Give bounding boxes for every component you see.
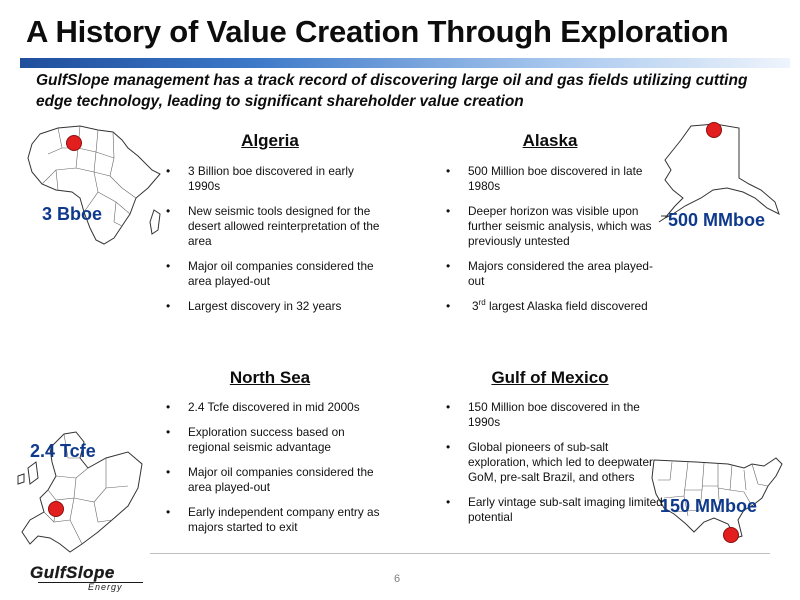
list-item: • Major oil companies considered the area played-out [164,465,386,495]
list-item: • 3 Billion boe discovered in early 1990s [164,164,386,194]
logo-subtext: Energy [88,582,123,592]
alaska-stat-label: 500 MMboe [668,210,766,230]
north-sea-bullet-list [164,400,386,545]
list-item: • Majors considered the area played-out [444,259,666,289]
page-subtitle: GulfSlope management has a track record of discovering large oil and gas fields utilizing cutting edge technology, leading to significant shareholder value creation [36,72,748,110]
north-sea-stat-label: 2.4 Tcfe [30,441,96,461]
list-item: • Global pioneers of sub-salt exploration, which led to deepwater GoM, pre-salt Brazil, and others [444,440,666,485]
north-sea-location-marker [48,501,64,517]
list-item: • New seismic tools designed for the desert allowed reinterpretation of the area [164,204,386,249]
logo-wordmark: GulfSlope [30,563,115,582]
gulfslope-logo [30,563,150,593]
list-item: • 150 Million boe discovered in the 1990s [444,400,666,430]
list-item: • 3rd largest Alaska field discovered [444,299,666,314]
north-sea-section-title: North Sea [229,368,311,387]
alaska-bullet-list [444,164,666,324]
africa-map-icon [18,118,168,258]
algeria-location-marker [66,135,82,151]
list-item: • Deeper horizon was visible upon further seismic analysis, which was previously untested [444,204,666,249]
gulf-of-mexico-bullet-list [444,400,666,535]
gulf-of-mexico-section-title: Gulf of Mexico [491,368,609,387]
algeria-stat-label: 3 Bboe [42,204,103,224]
footer-divider [150,553,770,554]
list-item: • 2.4 Tcfe discovered in mid 2000s [164,400,386,415]
gulf-of-mexico-stat-label: 150 MMboe [660,496,758,516]
algeria-bullet-list [164,164,386,324]
list-item: • Early vintage sub-salt imaging limited potential [444,495,666,525]
list-item: • 500 Million boe discovered in late 1980s [444,164,666,194]
gulf-of-mexico-location-marker [723,527,739,543]
alaska-location-marker [706,122,722,138]
algeria-section-title: Algeria [241,131,299,150]
alaska-section-title: Alaska [522,131,578,150]
list-item: • Largest discovery in 32 years [164,299,386,314]
list-item: • Exploration success based on regional seismic advantage [164,425,386,455]
list-item: • Early independent company entry as majors started to exit [164,505,386,535]
page-title: A History of Value Creation Through Exploration [26,14,729,49]
list-item: • Major oil companies considered the area played-out [164,259,386,289]
page-number: 6 [394,573,401,585]
title-underline-bar [20,58,790,68]
